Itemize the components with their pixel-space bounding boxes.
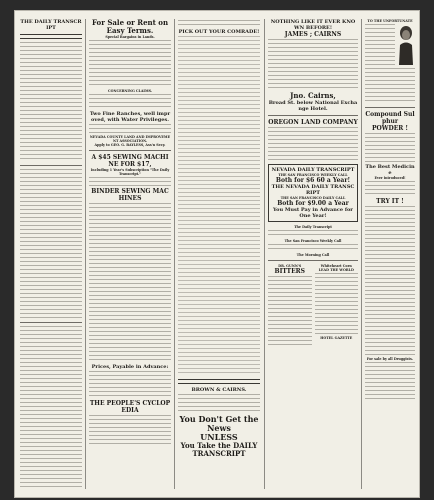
heading: You Must Pay in Advance for One Year!: [273, 207, 353, 219]
unless-line: UNLESS: [200, 432, 238, 442]
heading: JAMES ; CAIRNS: [284, 31, 342, 38]
column-1: [20, 19, 82, 489]
subheading: Special Bargains in Lands.: [105, 35, 155, 39]
heading: Two Fine Ranches, well improved, with Water Privileges.: [89, 111, 171, 123]
heading: For Sale or Rent on Easy Terms.: [91, 19, 169, 35]
subheading: THE SAN FRANCISCO DAILY CALL: [280, 196, 346, 200]
masthead: THE DAILY TRANSCRIPT: [20, 19, 82, 31]
heading: THE PEOPLE'S CYCLOPEDIA: [89, 400, 171, 414]
heading: POWDER !: [372, 125, 408, 132]
heading: A $45 SEWING MACHINE FOR $17,: [91, 154, 169, 168]
heading: Both for $6 60 a Year!: [275, 177, 351, 184]
subheading: For sale by all Druggists.: [366, 357, 414, 361]
subheading: HOTEL GAZETTE: [320, 336, 353, 340]
column-4: [268, 19, 358, 489]
subheading: Whiteheart Corn: [320, 264, 352, 268]
heading: Jno. Cairns,: [290, 91, 336, 100]
subheading: Broad St. below National Exchange Hotel.: [268, 100, 358, 112]
heading: Both for $9.00 a Year: [277, 200, 349, 207]
heading: Compound Sulphur: [365, 111, 415, 125]
subheading: Ever introduced!: [374, 176, 406, 180]
heading: BROWN & CAIRNS.: [191, 387, 247, 393]
heading: NEVADA DAILY TRANSCRIPT: [271, 167, 355, 173]
subheading: DR. GUNN'S: [278, 264, 302, 268]
portrait-illustration: [397, 23, 415, 65]
subheading: Apply to GEO. G. BAYLESS, Ass'n Secy.: [94, 143, 166, 147]
subheading: CONCERNING CLAIMS.: [107, 89, 153, 93]
heading: BINDER SEWING MACHINES: [91, 188, 169, 202]
heading: BITTERS: [274, 268, 305, 275]
subheading: NEVADA COUNTY LAND AND IMPROVEMENT ASSOCIATION.: [89, 135, 171, 143]
subheading: Including 1 Year's Subscription "The Daily Transcript.": [90, 168, 170, 176]
column-3: [178, 19, 260, 489]
heading: NOTHING LIKE IT EVER KNOWN BEFORE!: [270, 19, 356, 31]
news-line: You Don't Get the News: [179, 414, 259, 433]
heading: OREGON LAND COMPANY: [268, 119, 358, 126]
subheading: LEAD THE WORLD: [318, 268, 354, 272]
subheading: The Morning Call: [296, 253, 330, 257]
column-2: [89, 19, 171, 489]
transcript-line: You Take the DAILY TRANSCRIPT: [180, 441, 258, 458]
subheading: The San Francisco Weekly Call: [284, 239, 342, 243]
subheading: The Daily Transcript: [294, 225, 332, 229]
heading: Prices, Payable in Advance:: [91, 364, 169, 370]
subheading: TO THE UNFORTUNATE: [367, 19, 413, 23]
subheading: THE SAN FRANCISCO WEEKLY CALL: [278, 173, 348, 177]
newspaper-page: [14, 10, 420, 498]
heading: The Best Medicine: [365, 164, 415, 176]
heading: THE NEVADA DAILY TRANSCRIPT: [271, 184, 355, 196]
heading: TRY IT !: [376, 198, 404, 205]
column-5: [365, 19, 415, 489]
heading: PICK OUT YOUR COMRADE!: [178, 29, 260, 35]
